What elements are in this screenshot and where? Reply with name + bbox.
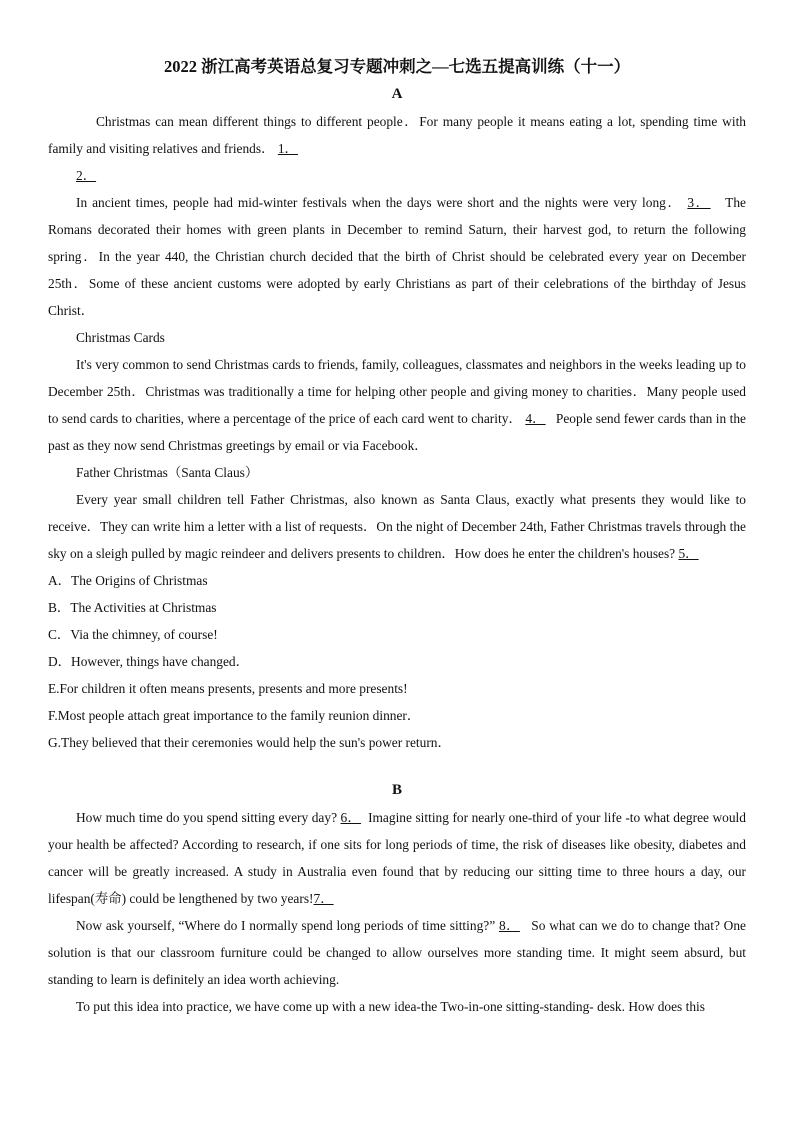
blank-6: 6． [340,810,361,825]
paragraph [48,912,746,993]
subheading-christmas-cards: Christmas Cards [76,330,165,345]
paragraph-text: To put this idea into practice, we have come up with a new idea-the Two-in-one sitting-standing- desk. How does this [76,999,705,1014]
option-d: D．However, things have changed． [48,654,250,669]
section-gap [48,756,746,780]
blank-1: 1． [277,141,298,156]
option-c: C．Via the chimney, of course! [48,627,218,642]
section-b-label: B [391,782,402,798]
paragraph-text: Now ask yourself, “Where do I normally spend long periods of time sitting?” [76,918,499,933]
paragraph-text: It's very common to send Christmas cards to friends, family, colleagues, classmates and neighbors in the weeks leading up to December 25th．Christmas was traditionally a time for helping other people and giving money to charities．Many people used to send cards to charities, where a percentage of the price of each card went to charity． [48,357,746,426]
blank-3: 3． [687,195,711,210]
paragraph-text: People send fewer cards than in the past as they now send Christmas greetings by email or via Facebook． [48,411,747,453]
blank-2: 2． [76,168,97,183]
paragraph [48,486,746,567]
paragraph [48,993,746,1020]
options-list [48,567,746,756]
paragraph [48,162,746,189]
blank-5: 5． [678,546,699,561]
blank-4: 4． [525,411,546,426]
paragraph-text: The Romans decorated their homes with green plants in December to remind Saturn, their harvest god, to return the following spring．In the year 440, the Christian church decided that the birth of Christ should be celebrated every year on December 25th．Some of these ancient customs were adopted by early Christians as part of their celebrations of the birthday of Jesus Christ． [48,195,746,318]
document-page [48,56,746,1020]
section-a-label: A [391,86,403,102]
paragraph-text: In ancient times, people had mid-winter festivals when the days were short and the nights were very long． [76,195,683,210]
option-f: F.Most people attach great importance to the family reunion dinner． [48,708,421,723]
paragraph [48,351,746,459]
paragraph-text: Every year small children tell Father Christmas, also known as Santa Claus, exactly what presents they would like to receive．They can write him a letter with a list of requests．On the night of December 24th, Father Christmas travels through the sky on a sleigh pulled by magic reindeer and delivers presents to children．How does he enter the children's houses? [48,492,746,561]
paragraph-text: How much time do you spend sitting every day? [76,810,341,825]
document-title: 2022 浙江高考英语总复习专题冲刺之—七选五提高训练（十一） [163,57,631,76]
blank-8: 8． [498,918,520,933]
paragraph [48,804,746,912]
blank-7: 7． [313,891,334,906]
paragraph-text: Christmas can mean different things to different people．For many people it means eating a lot, spending time with family and visiting relatives and friends． [48,114,746,156]
paragraph [48,108,746,162]
paragraph-text: Imagine sitting for nearly one-third of your life -to what degree would your health be affected? According to research, if one sits for long periods of time, the risk of diseases like obesity, diabetes and cancer will be greatly increased. A study in Australia even found that by reducing our sitting time to three hours a day, our lifespan(寿命) could be lengthened by two years! [48,810,746,906]
paragraph-text: So what can we do to change that? One solution is that our classroom furniture could be changed to allow ourselves more standing time. It might seem absurd, but standing to learn is definitely an idea worth achieving. [48,918,746,987]
option-g: G.They believed that their ceremonies would help the sun's power return． [48,735,451,750]
paragraph [48,189,746,324]
option-e: E.For children it often means presents, presents and more presents! [48,681,408,696]
option-a: A．The Origins of Christmas [48,573,208,588]
option-b: B．The Activities at Christmas [48,600,217,615]
subheading-father-christmas: Father Christmas（Santa Claus） [76,465,259,480]
